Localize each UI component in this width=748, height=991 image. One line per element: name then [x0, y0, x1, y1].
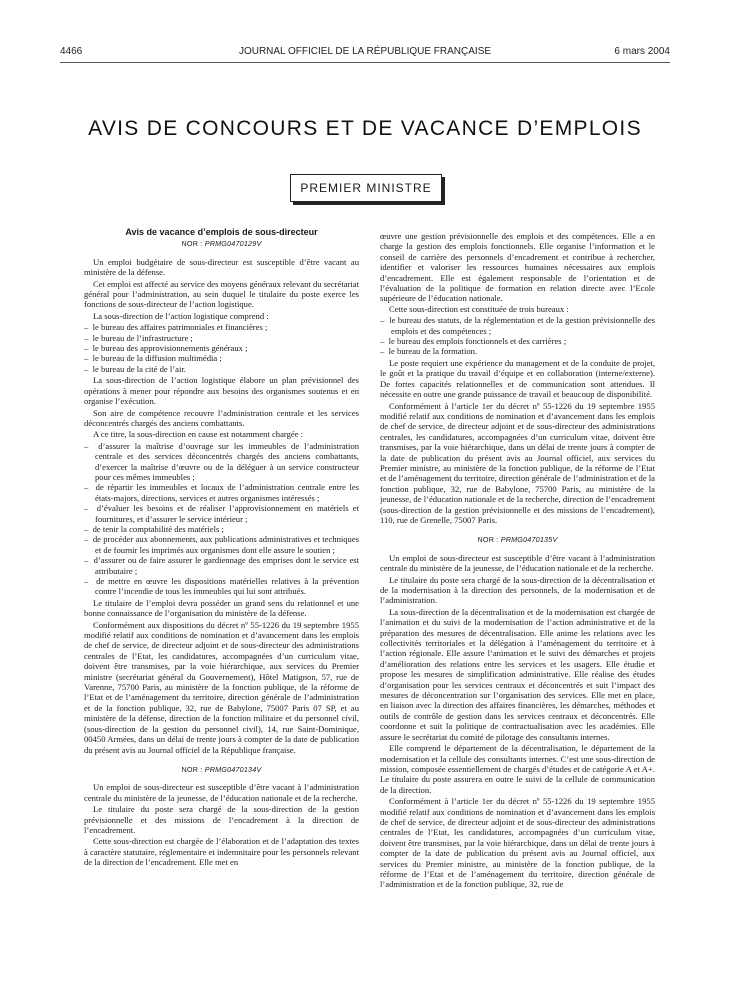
nor-label: NOR :: [181, 239, 203, 249]
list-item: – de procéder aux abonnements, aux publications administratives et techniques et de fournir les imprimés aux organismes dont elle assure le soutien ;: [84, 534, 359, 555]
nor-code: PRMG0470134V: [204, 764, 262, 774]
left-column: [84, 225, 359, 985]
list-item: – le bureau de l’infrastructure ;: [84, 333, 359, 343]
paragraph: La sous-direction de la décentralisation et de la modernisation est chargée de l’animation et du suivi de la modernisation de l’action administrative et de la préparation des mesures de décentralisation. Elle anime les relations avec les collectivités territoriales et la délégation à l’aménagement du territoire et à l’action régionale. Elle assure l’animation et le suivi des démarches et projets d’amélioration des relations entre les services et les usagers. Elle étudie et propose les mesures de simplification administrative. Elle réalise des études d’organisation pour les services centraux et déconcentrés et suit l’impact des mesures de déconcentration sur l’organisation des services. Elle met en place, en liaison avec la direction des affaires financières, les démarches, méthodes et outils de contrôle de gestion dans les services centraux et déconcentrés. Elle coordonne et suit la politique de contractualisation avec les académies. Elle assure le secrétariat du comité de pilotage des consultants internes.: [380, 606, 655, 742]
list-item: – d’assurer la maîtrise d’ouvrage sur les immeubles de l’administration centrale et des services déconcentrés chargés des anciens combattants, d’exercer la maîtrise d’œuvre ou de la déléguer à un service constructeur pour ces mêmes immeubles ;: [84, 441, 359, 483]
paragraph: Un emploi budgétaire de sous-directeur est susceptible d’être vacant au ministère de la défense.: [84, 256, 359, 278]
paragraph: La sous-direction de l’action logistique comprend :: [93, 310, 269, 321]
paragraph: Conformément à l’article 1er du décret nº 55-1226 du 19 septembre 1955 modifié relatif aux conditions de nomination et d’avancement dans les emplois de chef de service, de directeur adjoint et de sous-directeur des administrations centrales de l’Etat, les candidatures, accompagnées d’un curriculum vitae, doivent être transmises, par la voie hiérarchique, dans un délai de trente jours à compter de la date de publication du présent avis au Journal officiel, aux services du Premier ministre, au ministère de la fonction publique, de la réforme de l’Etat et de l’aménagement du territoire, direction générale de l’administration et de la fonction publique, 32, rue de: [380, 796, 655, 890]
list-item: – le bureau de la cité de l’air.: [84, 364, 359, 374]
paragraph: Un emploi de sous-directeur est susceptible d’être vacant à l’administration centrale du ministère de la jeunesse, de l’éducation nationale et de la recherche.: [380, 552, 655, 574]
page-title: AVIS DE CONCOURS ET DE VACANCE D’EMPLOIS: [88, 117, 642, 140]
nor-label: NOR :: [477, 535, 499, 545]
paragraph: Le titulaire de l’emploi devra posséder un grand sens du relationnel et une bonne connaissance de l’organisation du ministère de la défense.: [84, 597, 359, 619]
paragraph: Un emploi de sous-directeur est susceptible d’être vacant à l’administration centrale du ministère de la jeunesse, de l’éducation nationale et de la recherche.: [84, 782, 359, 803]
list-item: – d’assurer ou de faire assurer le gardiennage des emprises dont le service est attributaire ;: [84, 555, 359, 576]
paragraph: Cet emploi est affecté au service des moyens généraux relevant du secrétariat général pour l’administration, au sein duquel le titulaire du poste exerce les fonctions de sous-directeur de l’action logistique.: [84, 278, 359, 310]
right-column: [380, 231, 655, 991]
list-item: – de répartir les immeubles et locaux de l’administration centrale entre les états-majors, directions, services et autres organismes intéressés ;: [84, 482, 359, 503]
section-heading: PREMIER MINISTRE: [300, 181, 432, 195]
nor-reference: [84, 239, 359, 249]
list-item: – le bureau des emplois fonctionnels et des carrières ;: [380, 336, 655, 346]
page-number: 4466: [60, 46, 83, 57]
paragraph: Son aire de compétence recouvre l’administration centrale et les services déconcentrés chargés des anciens combattants.: [84, 407, 359, 428]
nor-label: NOR :: [181, 764, 203, 774]
paragraph: Conformément à l’article 1er du décret nº 55-1226 du 19 septembre 1955 modifié relatif aux conditions de nomination et d’avancement dans les emplois de chef de service, de directeur adjoint et de sous-directeur des administrations centrales, les candidatures, accompagnées d’un curriculum vitae, doivent être transmises, par la voie hiérarchique, dans un délai de trente jours à compter de la date de publication du présent avis au Journal officiel, aux services du Premier ministre, au ministère de la fonction publique, de la réforme de l’Etat et de l’aménagement du territoire, direction générale de l’administration et de la fonction publique, 32, rue de Babylone, 75700 Paris, au ministère de la jeunesse, de l’éducation nationale et de la recherche, direction de l’encadrement (sous-direction de la gestion prévisionnelle et des missions de l’encadrement), 110, rue de Grenelle, 75007 Paris.: [380, 400, 655, 525]
journal-header: [60, 46, 670, 63]
publication-date: 6 mars 2004: [614, 46, 670, 57]
list-item: – de mettre en œuvre les dispositions matérielles relatives à la prévention contre l’incendie de tous les immeubles qui lui sont attribués.: [84, 576, 359, 597]
list-item: – le bureau de la formation.: [380, 346, 655, 356]
paragraph: Conformément aux dispositions du décret nº 55-1226 du 19 septembre 1955 modifié relatif aux conditions de nomination et d’avancement dans les emplois de chef de service, de directeur adjoint et de sous-directeur des administrations centrales de l’Etat, les candidatures, accompagnées d’un curriculum vitae, doivent être transmises, par la voie hiérarchique, aux services du Premier ministre (secrétariat général du Gouvernement), Hôtel Matignon, 57, rue de Varenne, 75700 Paris, au ministère de la fonction publique, de la réforme de l’Etat et de l’aménagement du territoire, direction générale de l’administration et de la fonction publique, 32, rue de Babylone, 75007 Paris 07 SP, et au ministère de la défense, direction de la fonction militaire et du personnel civil, (sous-direction de la gestion du personnel civil), 14, rue Saint-Dominique, 00450 Armées, dans un délai de trente jours à compter de la date de publication du présent avis au Journal officiel de la République française.: [84, 619, 359, 755]
nor-code: PRMG0470135V: [500, 535, 558, 545]
paragraph: Cette sous-direction est constituée de trois bureaux :: [389, 303, 569, 314]
paragraph: Elle comprend le département de la décentralisation, le département de la modernisation et la cellule des consultants internes. C’est une sous-direction de mission, composée essentiellement de chargés d’études et de catégorie A et A+. Le titulaire du poste assurera en outre le suivi de la cellule de communication de la direction.: [380, 743, 655, 795]
nor-reference: [84, 765, 359, 775]
list-item: – le bureau des approvisionnements généraux ;: [84, 343, 359, 353]
missions-list: [84, 441, 359, 597]
list-item: – d’évaluer les besoins et de réaliser l’approvisionnement en matériels et fournitures, et d’assurer le service intérieur ;: [84, 503, 359, 524]
paragraph: Cette sous-direction est chargée de l’élaboration et de l’adaptation des textes à caractère statutaire, réglementaire et indemnitaire pour les personnels relevant de la direction de l’encadrement. Elle met en: [84, 836, 359, 868]
paragraph: Le poste requiert une expérience du management et de la conduite de projet, le goût et la pratique du travail d’équipe et en collaboration (interne/externe). De fortes capacités relationnelles et de communication sont attendues. Il nécessite en outre une grande puissance de travail et beaucoup de disponibilité.: [380, 357, 655, 400]
paragraph: Le titulaire du poste sera chargé de la sous-direction de la décentralisation et de la modernisation à la direction des personnels, de la modernisation et de l’administration.: [380, 574, 655, 606]
bureau-list: [380, 315, 655, 357]
section-heading-box: [290, 174, 442, 202]
nor-reference: [380, 535, 655, 545]
paragraph: La sous-direction de l’action logistique élabore un plan prévisionnel des opérations à mener pour répondre aux besoins des organismes soutenus et en organise l’exécution.: [84, 375, 359, 407]
nor-code: PRMG0470129V: [204, 239, 262, 249]
list-item: – le bureau des statuts, de la réglementation et de la gestion prévisionnelle des emplois et des compétences ;: [380, 315, 655, 336]
list-item: – de tenir la comptabilité des matériels ;: [84, 524, 359, 534]
list-item: – le bureau des affaires patrimoniales et financières ;: [84, 322, 359, 332]
list-item: – le bureau de la diffusion multimédia ;: [84, 353, 359, 363]
journal-title: JOURNAL OFFICIEL DE LA RÉPUBLIQUE FRANÇAISE: [238, 46, 492, 57]
paragraph: A ce titre, la sous-direction en cause est notamment chargée :: [93, 429, 304, 440]
avis-title: Avis de vacance d’emplois de sous-directeur: [125, 227, 318, 237]
paragraph: Le titulaire du poste sera chargé de la sous-direction de la gestion prévisionnelle et des missions de l’encadrement à la direction de l’encadrement.: [84, 804, 359, 835]
bureau-list: [84, 322, 359, 374]
paragraph: œuvre une gestion prévisionnelle des emplois et des compétences. Elle a en charge la gestion des emplois fonctionnels. Elle organise l’information et le conseil de carrière des personnels d’encadrement et contribue à rechercher, identifier et valoriser les ressources humaines nécessaires aux emplois d’encadrement. Elle est également responsable de l’orientation et de l’évaluation de la politique de formation en relation directe avec l’Ecole supérieure de l’éducation nationale.: [380, 231, 655, 304]
